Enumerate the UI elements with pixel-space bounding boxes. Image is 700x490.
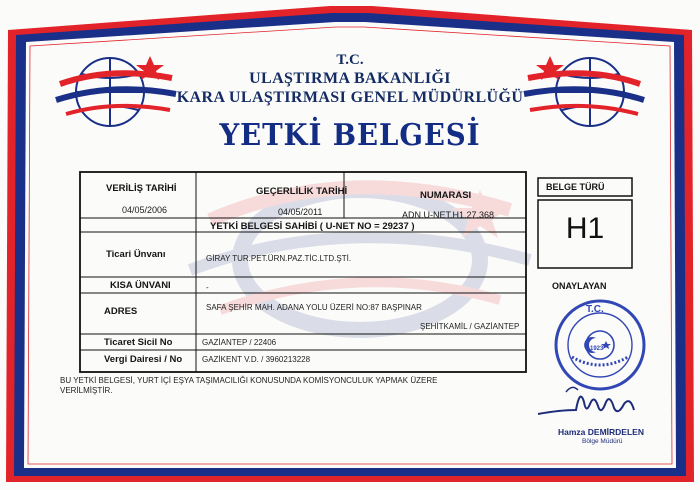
approver-label: ONAYLAYAN bbox=[552, 281, 607, 291]
header-tc: T.C. bbox=[336, 52, 364, 68]
footer-note: BU YETKİ BELGESİ, YURT İÇİ EŞYA TAŞIMACILIĞI KONUSUNDA KOMİSYONCULUK YAPMAK ÜZERE VERİLMİŞTİR. bbox=[60, 376, 438, 395]
number-label: NUMARASI bbox=[420, 190, 472, 201]
number-value: ADN.U-NET.H1.27.368 bbox=[402, 210, 495, 220]
issue-date-label: VERİLİŞ TARİHİ bbox=[106, 183, 177, 194]
trade-name-label: Ticari Ünvanı bbox=[106, 249, 166, 260]
approver-title: Bölge Müdürü bbox=[582, 438, 623, 445]
document-title: YETKİ BELGESİ bbox=[219, 118, 481, 153]
address-line2: ŞEHİTKAMİL / GAZİANTEP bbox=[420, 322, 520, 331]
trade-registry-value: GAZİANTEP / 22406 bbox=[202, 338, 277, 347]
approver-name: Hamza DEMİRDELEN bbox=[558, 427, 644, 437]
trade-name-value: GİRAY TUR.PET.ÜRN.PAZ.TİC.LTD.ŞTİ. bbox=[206, 254, 352, 263]
short-name-label: KISA ÜNVANI bbox=[110, 280, 171, 291]
tax-office-label: Vergi Dairesi / No bbox=[104, 354, 183, 365]
header-directorate: KARA ULAŞTIRMASI GENEL MÜDÜRLÜĞÜ bbox=[176, 89, 524, 106]
seal-top-text: T.C. bbox=[586, 304, 604, 315]
header-ministry: ULAŞTIRMA BAKANLIĞI bbox=[249, 70, 451, 87]
belge-turu-label: BELGE TÜRÜ bbox=[546, 182, 605, 192]
address-line1: SAFA ŞEHİR MAH. ADANA YOLU ÜZERİ NO:87 BAŞPINAR bbox=[206, 303, 422, 312]
seal-year: 1923 bbox=[590, 346, 604, 352]
tax-office-value: GAZİKENT V.D. / 3960213228 bbox=[202, 355, 311, 364]
trade-registry-label: Ticaret Sicil No bbox=[104, 337, 173, 348]
belge-turu-value: H1 bbox=[565, 212, 605, 245]
holder-header: YETKİ BELGESİ SAHİBİ ( U-NET NO = 29237 ) bbox=[210, 221, 415, 232]
signature-icon bbox=[530, 380, 650, 426]
validity-date-value: 04/05/2011 bbox=[278, 207, 323, 217]
address-label: ADRES bbox=[104, 306, 138, 317]
short-name-value: - bbox=[206, 283, 209, 292]
validity-date-label: GEÇERLİLİK TARİHİ bbox=[256, 186, 348, 197]
issue-date-value: 04/05/2006 bbox=[122, 205, 168, 215]
